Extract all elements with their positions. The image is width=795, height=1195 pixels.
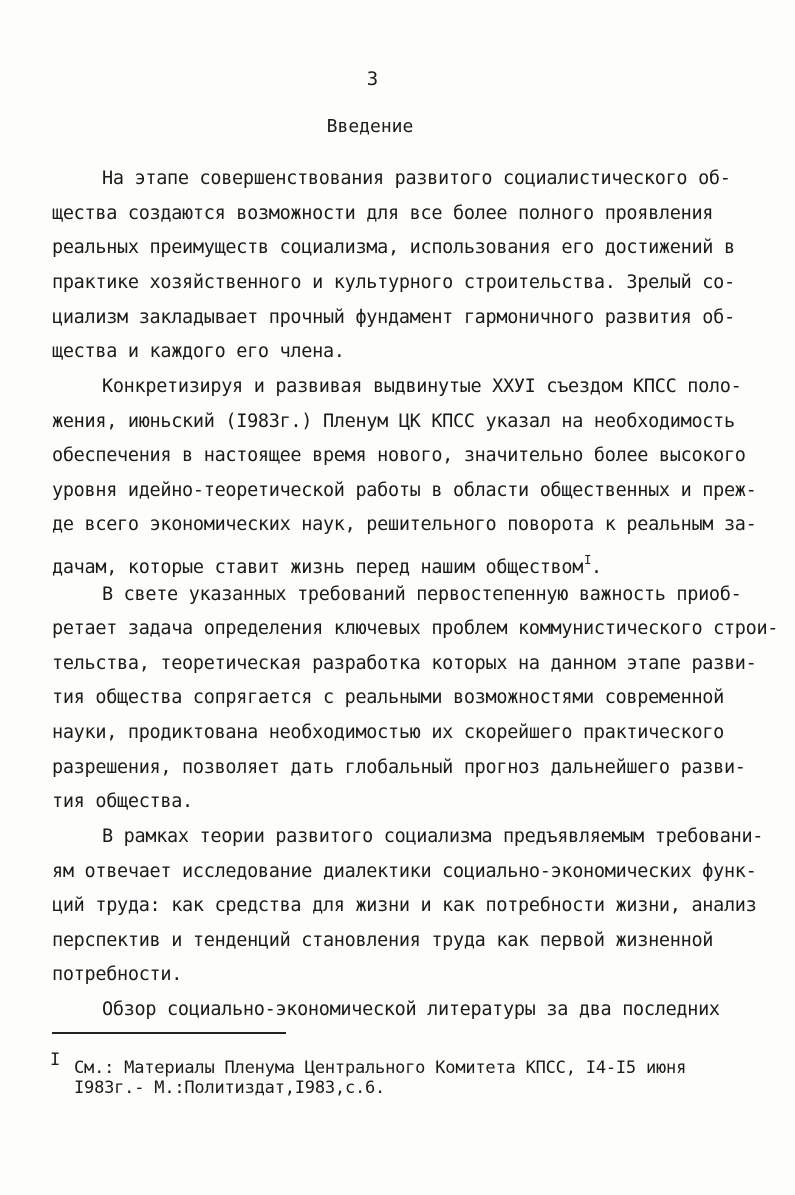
paragraph-1-line-5: циализм закладывает прочный фундамент гармоничного развития об- xyxy=(52,307,735,328)
paragraph-2-line-6 xyxy=(52,549,602,579)
page-number: 3 xyxy=(366,68,379,90)
paragraph-2-line-6-text: дачам, которые ставит жизнь перед нашим обществом xyxy=(52,557,584,578)
footnote-mark: I xyxy=(50,1050,61,1070)
paragraph-1-line-4: практике хозяйственного и культурного строительства. Зрелый со- xyxy=(52,272,735,293)
paragraph-3-line-5: науки, продиктована необходимостью их скорейшего практического xyxy=(52,722,724,743)
paragraph-1-line-1: На этапе совершенствования развитого социалистического об- xyxy=(102,168,731,189)
paragraph-1-line-6: щества и каждого его члена. xyxy=(52,341,345,362)
footnote-line-1: См.: Материалы Пленума Центрального Комитета КПСС, I4-I5 июня xyxy=(74,1058,687,1078)
paragraph-3-line-2: ретает задача определения ключевых проблем коммунистического строи- xyxy=(52,618,779,639)
paragraph-1-line-2: щества создаются возможности для все более полного проявления xyxy=(52,203,714,224)
paragraph-1-line-3: реальных преимуществ социализма, использования его достижений в xyxy=(52,237,735,258)
paragraph-4-line-4: перспектив и тенденций становления труда как первой жизненной xyxy=(52,930,714,951)
paragraph-4-line-3: ций труда: как средства для жизни и как потребности жизни, анализ xyxy=(52,895,757,916)
footnote-line-2: I983г.- М.:Политиздат,I983,с.6. xyxy=(74,1078,386,1098)
paragraph-4-line-2: ям отвечает исследование диалектики социально-экономических функ- xyxy=(52,861,757,882)
footnote-reference: I xyxy=(584,553,591,567)
paragraph-2-line-5: де всего экономических наук, решительного поворота к реальным за- xyxy=(52,514,757,535)
paragraph-3-line-1: В свете указанных требований первостепенную важность приоб- xyxy=(102,584,742,605)
paragraph-2-line-2: жения, июньский (I983г.) Пленум ЦК КПСС указал на необходимость xyxy=(52,411,735,432)
paragraph-5-line-1: Обзор социально-экономической литературы за два последних xyxy=(102,999,720,1020)
footnote-divider xyxy=(52,1032,286,1034)
sentence-period: . xyxy=(591,557,602,578)
section-heading: Введение xyxy=(326,116,414,137)
paragraph-2-line-1: Конкретизируя и развивая выдвинутые ХХУI съездом КПСС поло- xyxy=(102,376,742,397)
paragraph-3-line-4: тия общества сопрягается с реальными возможностями современной xyxy=(52,687,724,708)
paragraph-3-line-7: тия общества. xyxy=(52,791,193,812)
paragraph-2-line-4: уровня идейно-теоретической работы в области общественных и преж- xyxy=(52,480,757,501)
paragraph-4-line-1: В рамках теории развитого социализма предъявляемым требовани- xyxy=(102,826,764,847)
paragraph-3-line-6: разрешения, позволяет дать глобальный прогноз дальнейшего разви- xyxy=(52,757,746,778)
paragraph-2-line-3: обеспечения в настоящее время нового, значительно более высокого xyxy=(52,445,746,466)
paragraph-4-line-5: потребности. xyxy=(52,964,183,985)
paragraph-3-line-3: тельства, теоретическая разработка которых на данном этапе разви- xyxy=(52,653,757,674)
